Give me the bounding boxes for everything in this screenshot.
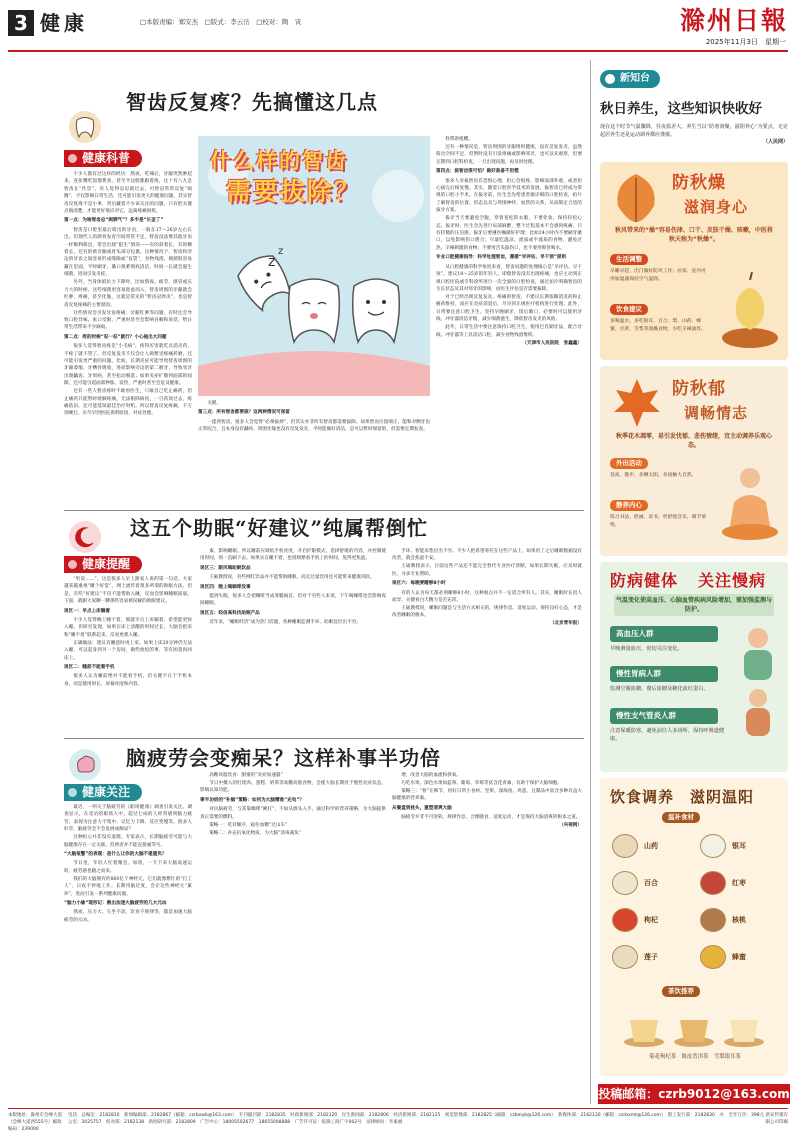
paragraph: 很多人对拔智齿有恐惧心理，担心会很疼、影响面部外观，或者担心拔完后恢复慢。其实，随着口腔医学技术的发展，拔智齿已经成为常规的口腔小手术。在拔牙前，医生会先给患者做详细的口腔检查，拍片了解智齿的位置、形态以及与周围神经、血管的关系，从而制定合适的拔牙方案。 <box>436 178 582 214</box>
poster-chronic-disease <box>600 562 788 772</box>
paragraph: 脑疲劳并非不可逆转。规律作息、合理膳食、适度运动，才是保持大脑清爽的根本之道。 <box>401 815 581 821</box>
tag-label: 健康提醒 <box>64 556 142 573</box>
subheading: “大脑报警”的表现：是什么让你的大脑不堪重负？ <box>64 852 167 858</box>
poster3-body1: 早晚测量血压，密切关注变化。 <box>610 646 683 652</box>
food-label: 银耳 <box>732 842 746 850</box>
paragraph: 策略三：“智”在细节，用好日常小食材。坚果、深海鱼、鸡蛋、豆制品中富含多种有益大脑健康的营养素。 <box>392 789 582 802</box>
paragraph: 另外，当身体抵抗力下降时，比如熬夜、疲劳、感冒或压力大的时候，这些细菌更容易趁虚而入，智齿周围的牙龈就会红肿、疼痛，甚至化脓，这就是常见的“智齿冠周炎”，也是智齿反复疼痛的主要原因。 <box>64 280 192 308</box>
illustration-caption-line1: 什么样的智齿 <box>210 149 348 173</box>
subheading: 误区三：跟风喝助眠饮品 <box>200 565 251 571</box>
illustration-caption-line2: 需要拔除？ <box>226 177 362 206</box>
poster4-title: 饮食调养 滋阴温阳 <box>610 788 755 806</box>
footer-contacts: 电话：总编室：2182810 新闻编辑部：2182867（邮箱：czrbxwb@163.com） 专刊副刊部：2182835 时政新闻部：2182120 民生新闻部：2182806 经济新闻部：2182125 视觉影像部：2182825（邮箱：czbeiyb@126.com） 新媒体部：2182130（邮箱：czrbxmt@126.com） 群工发行部：2182830 办公室：3025757 校对部：2182138 新闻研究部：2182809 广告中心：18005502677 18655008888 广告许可证：皖滁工商广字002号 法律顾问：李素丽 <box>68 1113 724 1125</box>
paragraph: 对抗脑疲劳，与其靠咖啡“硬扛”，不如从源头入手，通过科学的营养策略，为大脑提供真正需要的燃料。 <box>200 807 386 820</box>
article3-tag <box>64 784 142 801</box>
poster3-bar1: 高血压人群 <box>610 626 718 642</box>
food-item <box>696 941 780 974</box>
poster1-subtitle: 秋风带来的“燥”容易伤津、口干、皮肤干燥、咳嗽，中医将秋天称为“秋燥”。 <box>615 227 773 243</box>
food-item <box>696 904 780 937</box>
article-divider <box>64 738 584 739</box>
poster2-subtitle: 秋季花木凋零，易引发忧郁、悲伤情绪，宜主动调养乐观心态。 <box>615 433 772 449</box>
poster2-text2: 练习书法、绘画、读书，听舒缓音乐，调节情绪。 <box>610 515 706 528</box>
paragraph: 拔牙当天要避免空腹，穿着宽松的衣服，不要化妆，保持轻松心态。拔牙时，医生会先进行局部麻醉，整个过程基本不会感到疼痛，只有轻微的压迫感。拔牙后要遵医嘱做好护理：比如24小时内不要刷牙漱口，以免影响伤口愈合；尽量吃温凉、流质或半流质的食物，避免过热、辛辣刺激的食物；不要用舌头舔伤口，也不要用吸管喝水。 <box>436 216 582 251</box>
source-credit: （央视网） <box>559 823 582 829</box>
food-item <box>608 904 692 937</box>
section-title: 健康 <box>40 11 88 35</box>
food-label: 莲子 <box>644 953 658 961</box>
food-label: 山药 <box>644 842 658 850</box>
footer-rule <box>8 1108 788 1109</box>
paragraph: 关键。 <box>207 401 221 406</box>
poster1-text1: 早睡早起，出门做好防风工作；居家、室内可用加湿器保持空气湿润。 <box>610 269 706 282</box>
subheading: 第三点：所有智齿都要拔？这两种情况可保留 <box>198 410 290 416</box>
tag-label: 健康关注 <box>64 784 142 801</box>
food-label: 核桃 <box>732 916 746 924</box>
article1-tag <box>64 150 142 167</box>
paragraph: 对于已经出现反复发炎、疼痛的智齿，不建议长期依赖消炎药和止痛药维持，而应在炎症消退后，尽早到正规医疗机构进行处理。此外，日常要注意口腔卫生，坚持早晚刷牙，饭后漱口，必要时可以使用牙线、冲牙器清洁牙缝，减少细菌滋生，降低智齿发炎的风险。 <box>436 294 582 323</box>
subheading: 误区五：轻信高科技助眠产品 <box>200 610 260 616</box>
poster3-body3: 注意保暖防寒，避免前往人多场所，保持呼吸道健康。 <box>610 728 725 742</box>
paragraph: 熬夜、压力大、久坐不动、饮食不规律等，都是加速大脑疲劳的元凶。 <box>64 910 192 923</box>
paragraph: 王砺教授说，有些网红饮品并不能帮助睡眠，而且过量饮用还可能带来健康风险。 <box>209 575 375 581</box>
pear-bowl-icon <box>718 258 782 354</box>
poster1-label2: 饮食建议 <box>610 304 648 315</box>
paragraph: 巧吃水果。深色水果如蓝莓、葡萄、草莓等富含花青素，有助于保护大脑细胞。 <box>401 781 562 786</box>
poster2-label2: 静养内心 <box>610 500 648 511</box>
paragraph: 节日中摄入的红烧肉、蛋糕、奶茶等高糖高脂食物，会使大脑长期处于慢性炎症状态，影响认知功能。 <box>200 781 386 794</box>
poster3-body2: 监测空腹血糖，餐后血糖及糖化血红蛋白。 <box>610 686 709 692</box>
paragraph: 提到失眠，很多人会把咖啡当成罪魁祸首，但对于有些人来说，下午喝咖啡也会影响夜间睡眠。 <box>200 594 386 607</box>
poster3-title-b: 关注慢病 <box>698 571 767 590</box>
paragraph: 这些情况会引发牙齿疼痛、牙龈红肿等问题，有时还会导致口腔异味、张口受限，严重时甚至会影响吞咽和说话，给日常生活带来不少麻烦。 <box>64 310 192 331</box>
brain-icon <box>68 748 102 782</box>
paper-logo: 滁州日報 <box>679 6 788 35</box>
article2-tag <box>64 556 142 573</box>
subheading: 第二点：疼的时候“忍一忍”就行？小心拖出大问题 <box>64 334 167 340</box>
article1-column-1 <box>64 171 192 417</box>
food-label: 百合 <box>644 879 658 887</box>
food-item <box>696 867 780 900</box>
article3-title: 脑疲劳会变痴呆？这样补事半功倍 <box>126 746 441 770</box>
paragraph: 很多人觉得智齿疼是“小毛病”，疼得厉害就吃点消炎药，不疼了就不管了。但反复发炎不仅会让人频繁受疼痛折磨，还可能引发更严重的问题。比如，长期炎症可能导致智齿周围的牙龈萎缩、牙槽骨吸收，进而影响旁边的第二磨牙，导致邻牙出现龋齿、牙周病，甚至松动脱落；如果炎症扩散到面部的间隙，还可能引起面部肿胀、发热，严重时甚至会危及健康。 <box>64 344 192 387</box>
paragraph: 很多人认为睡前绝对不能看手机，但关键不在于手机本身，而是使用时长、屏幕亮度和内容。 <box>64 674 192 687</box>
paragraph: 近年来，“睡眠经济”成为热门话题，各种睡眠监测手环、助眠仪层出不穷。 <box>209 620 361 626</box>
meditation-person-icon <box>718 462 782 548</box>
poster2-text1: 登高、散步，多晒太阳，多接触大自然。 <box>610 473 697 478</box>
paragraph: 王砺教授说，睡眠问题是与生活方式相关的，规律作息、适度运动、保持良好心态，才是改善睡眠的根本。 <box>392 606 582 619</box>
poster4-section1: 温补食材 <box>662 812 700 823</box>
article-divider <box>64 510 584 511</box>
footer-address: 本版地址：滁州市会峰大道（会峰大道西555号）邮政编码：239000 <box>8 1113 62 1132</box>
food-label: 枸杞 <box>644 916 658 924</box>
paragraph: 策略一：吃对顺序，稳住血糖“过山车” <box>209 822 288 828</box>
paragraph: 素，影响睡眠。所以睡前应调低手机亮度，开启护眼模式，选择舒缓的内容，并控制使用时间，别一直刷下去。如果实在睡不着，也别频繁看手机上的时间，免得更焦虑。 <box>200 549 386 562</box>
sidebar-divider <box>590 60 591 1104</box>
poster-diet <box>600 778 788 1076</box>
poster3-bar2: 慢性胃病人群 <box>610 666 718 682</box>
svg-text:z: z <box>268 254 276 270</box>
article2-column-1 <box>64 576 192 732</box>
article2-column-3 <box>392 548 582 732</box>
sidebar-tag-label: 新知台 <box>620 73 650 84</box>
food-item <box>696 830 780 863</box>
poster4-teas: 菊花枸杞茶 陈皮普洱茶 雪梨银耳茶 <box>649 1054 741 1060</box>
paragraph: 策略二：补充抗氧化物质，为大脑“清毒减负” <box>209 830 302 836</box>
tag-label: 健康科普 <box>64 150 142 167</box>
paragraph: 不少人觉得晚上睡不着，那就早点上床躺着，希望能更快入睡。但研究发现，如果在床上清醒的时间过长，大脑会把床和“睡不着”联系起来，反而更难入睡。 <box>64 618 192 638</box>
poster4-section2: 茶饮推荐 <box>662 986 700 997</box>
sidebar-intro-source: （人民网） <box>762 139 788 146</box>
food-picture-icon <box>612 834 638 858</box>
tea-cups-icon <box>620 1004 768 1050</box>
paragraph: 王砺教授表示，目前这些产品还不能完全替代专业医疗诊断。如果长期失眠，应及时就医，寻求专业帮助。 <box>392 564 582 577</box>
article2-title: 这五个助眠“好建议”纯属帮倒忙 <box>130 516 429 540</box>
food-picture-icon <box>700 834 726 858</box>
poster3-subtitle: 气温变化使高血压、心脑血管疾病风险增加，需加强监测与防护。 <box>614 594 774 616</box>
paragraph: 增，改善大脑的血流和供氧。 <box>401 773 461 778</box>
paragraph: 不少人都有过这样的经历：熬夜、吃辣后，牙龈突然肿起来，连张嘴吃饭都费劲，甚至半边脸都跟着疼，这十有八九是智齿在“作祟”。有人觉得忍忍就过去，可智齿常常反复“闹腾”，不仅影响日常生活，还可能引发更大的健康问题。其实智齿反复疼不是小事，背后藏着不少该关注的问题，只有把关键点搞清楚，才能更好地应对它、远离疼痛困扰。 <box>64 172 192 215</box>
subheading: 误区二：睡前不能看手机 <box>64 665 115 671</box>
paragraph: 正确做法：建议有睡意时再上床。如果上床20分钟仍无法入睡，可以起身到另一个房间，做些放松的事，等有困意再回床上。 <box>64 640 192 661</box>
tooth-emblem-icon <box>68 110 102 144</box>
paragraph: 这种担心并非没有道理。专家表示，长期脑疲劳可能与大脑健康存在一定关联，但两者并不能直接画等号。 <box>64 835 192 848</box>
poster-autumn-dryness <box>600 162 788 360</box>
submission-email[interactable]: 投稿邮箱：czrb9012@163.com <box>598 1084 790 1104</box>
subheading: 事半功倍的“补脑”策略：如何为大脑精准“充电”？ <box>200 797 304 803</box>
paragraph: 还有一些人智齿疼时不敢看医生，只敢自己吃止痛药，但止痛药只能暂时缓解疼痛，无法根除病因，一旦药效过去，疼痛依旧，还可能延误最佳治疗时机。所以智齿反复疼痛，千万别硬扛，应尽早到医院查明原因，对症处理。 <box>64 389 192 417</box>
food-picture-icon <box>700 945 726 969</box>
food-label: 蜂蜜 <box>732 953 746 961</box>
paragraph: 还有一种情况是，智齿周围的牙龈组织健康，没有反复发炎，虽然萌出空间不足，但暂时没有引发疼痛或影响邻牙，也可以先观察，但要定期到口腔科检查，一旦出现问题，再及时处理。 <box>436 145 582 165</box>
poster1-title-b: 滋润身心 <box>684 198 749 216</box>
editor-credits: □本版责编：郑安杰 □版式：李云岳 □校对：陶 寅 <box>140 18 302 26</box>
paragraph: 我们的大脑拥有约860亿个神经元，它们就像繁忙的“打工人”，日夜不停地工作。长期用脑过度，会让这些神经元“累坏”，进而引发一系列健康问题。 <box>64 876 192 897</box>
maple-leaf-icon <box>610 376 664 430</box>
paragraph: 有的人认为每天都必须睡够8小时，这种观点并不一定适合所有人。其实，睡眠时长因人而异，关键看白天精力是否充沛。 <box>392 590 582 604</box>
sidebar-tag <box>600 70 660 88</box>
paragraph: 节日里，年轻人忙着聚会、加班，一天下来大脑高速运转，疲劳感也随之而来。 <box>64 861 192 874</box>
wisdom-tooth-illustration <box>198 136 430 396</box>
source-credit: （天津市人民医院 张鑫鑫） <box>522 340 582 346</box>
poster3-bar3: 慢性支气管炎人群 <box>610 708 718 724</box>
subheading: 误区六：每晚要睡够8小时 <box>392 581 446 587</box>
food-picture-icon <box>612 871 638 895</box>
subheading: 误区四：晚上喝咖啡没事 <box>200 584 251 590</box>
issue-date: 2025年11月3日 星期一 <box>705 38 786 46</box>
poster1-label1: 生活调整 <box>610 254 648 265</box>
sidebar-intro-text: 现在这个时节气温骤降，昼夜温差大。养生当以“防寒润燥，滋阴养心”为要点，无论起居养生还是运动调养都应谨慎。 <box>600 124 788 138</box>
article3-column-2 <box>200 772 386 1104</box>
food-picture-icon <box>612 945 638 969</box>
article3-column-3 <box>392 772 582 1104</box>
subheading: 第一点：为啥智齿总“闹脾气”？多半是“长歪了” <box>64 218 164 224</box>
footer-price: 全年订价：398元 新安传媒有限公司印刷 <box>728 1113 788 1125</box>
poster1-text2: 多喝温水，多吃银耳、百合、梨、山药、蜂蜜、甘蔗、雪梨等润燥食物，少吃辛辣油炸。 <box>610 319 706 332</box>
subheading: 从餐盘到枕头，重塑清爽大脑 <box>392 805 452 811</box>
article2-column-2 <box>200 548 386 732</box>
poster-autumn-mood <box>600 366 788 556</box>
paragraph: 一提到智齿，很多人会觉得“必须拔掉”，但其实并非所有智齿都需要拔除。如果智齿位置端正，能和对侧牙齿正常咬合，且本身没有龋坏、周围牙龈也没有反复发炎，平时能做好清洁，是可以暂时保留的，但需要定期复查。 <box>198 419 430 433</box>
poster1-title-a: 防秋燥 <box>672 173 726 193</box>
article1-title: 智齿反复疼？先搞懂这几点 <box>126 90 378 114</box>
health-figures-icon <box>732 622 784 752</box>
paragraph: 高糖高脂饮食：甜蜜的“炎症加速器” <box>209 773 283 778</box>
paragraph: 此外，日常生活中要注意保持口腔卫生，使用巴氏刷牙法，配合牙线、冲牙器等工具清洁口腔，减少食物残渣堆积。 <box>436 325 582 338</box>
paragraph: 智齿是口腔里最后萌出的牙齿，一般在17～26岁左右长出。但现代人的颌骨发育空间常常不足，智齿没法像其他牙齿一样顺利萌出，常会出现“阻生”情况——有的斜着长，有的横着长，还有的被牙龈或骨头部分包裹。这种情况下，智齿和旁边的牙齿之间容易形成缝隙或“盲袋”，食物残渣、细菌很容易藏在里面，平时刷牙、漱口很难彻底清洁，时间一长就会滋生细菌，进而引发炎症。 <box>64 227 192 278</box>
food-item <box>608 830 692 863</box>
article1-column-2 <box>198 400 430 505</box>
paragraph: 从口腔健康的科学角度来看，智齿问题的处理核心是“早评估、早干预”。建议18～25岁的年轻人，即使智齿没有出现疼痛，也应主动到正规口腔医院或专科诊所进行一次全面的口腔检查，通过拍片明确智齿的生长状态及其对邻牙的影响，由医生评估是否需要拔除。 <box>436 264 582 292</box>
sidebar-tag-dot-icon <box>605 74 615 84</box>
article3-column-1 <box>64 804 192 1104</box>
paragraph: 手环、智能床垫层出不穷。不少人把希望寄托在这些产品上，如果用了之后睡眠数据没有改善，就会焦虑不安。 <box>392 549 582 562</box>
svg-text:z: z <box>278 246 284 257</box>
food-picture-icon <box>700 908 726 932</box>
page-number: 3 <box>8 10 34 36</box>
paragraph: “听说……”。这是很多人早上跟家人说的第一句话。大家越来越重视“睡个好觉”。网上流传着很多所谓的助眠方法，但是，有些“好建议”不仅不能帮助入睡，反而会影响睡眠质量。下面，就跟大家聊一聊那些容易被误解的助眠建议。 <box>64 577 192 605</box>
source-credit: （北京青年报） <box>549 621 582 627</box>
food-item <box>608 941 692 974</box>
moon-sleep-icon <box>68 520 102 554</box>
poster2-label1: 外出活动 <box>610 458 648 469</box>
subheading: 误区一：早点上床躺着 <box>64 608 110 614</box>
autumn-leaf-icon <box>608 170 664 226</box>
masthead-rule <box>8 50 788 52</box>
food-grid <box>608 830 780 980</box>
article1-column-3 <box>436 136 582 506</box>
food-label: 红枣 <box>732 879 746 887</box>
poster2-title-b: 调畅情志 <box>684 404 749 422</box>
poster2-title-a: 防秋郁 <box>672 379 726 399</box>
sidebar-intro <box>600 124 788 147</box>
teeth-cartoon-icon <box>198 136 430 396</box>
poster3-title-a: 防病健体 <box>610 571 679 590</box>
paragraph: 最近，一则关于脑疲劳的《职场健康》调查引发关注。调查显示，在受访的职场人中，超过七成的人经常感到脑力疲劳，表现为注意力不集中、记忆力下降、反应变慢等。很多人好奇，脑疲劳会不会发展成痴呆？ <box>64 805 192 833</box>
food-picture-icon <box>612 908 638 932</box>
paragraph: 样帮助咀嚼。 <box>445 137 473 142</box>
subheading: 第四点：拔智齿很可怕？做好准备不用慌 <box>436 169 519 175</box>
subheading: “脑力小偷”现形记：揪出加速大脑疲劳的几大元凶 <box>64 901 167 907</box>
sidebar-headline: 秋日养生，这些知识快收好 <box>600 101 762 117</box>
subheading: 专业口腔健康指导：科学处理智齿，遵循“早评估、早干预”原则 <box>436 255 567 261</box>
food-picture-icon <box>700 871 726 895</box>
food-item <box>608 867 692 900</box>
